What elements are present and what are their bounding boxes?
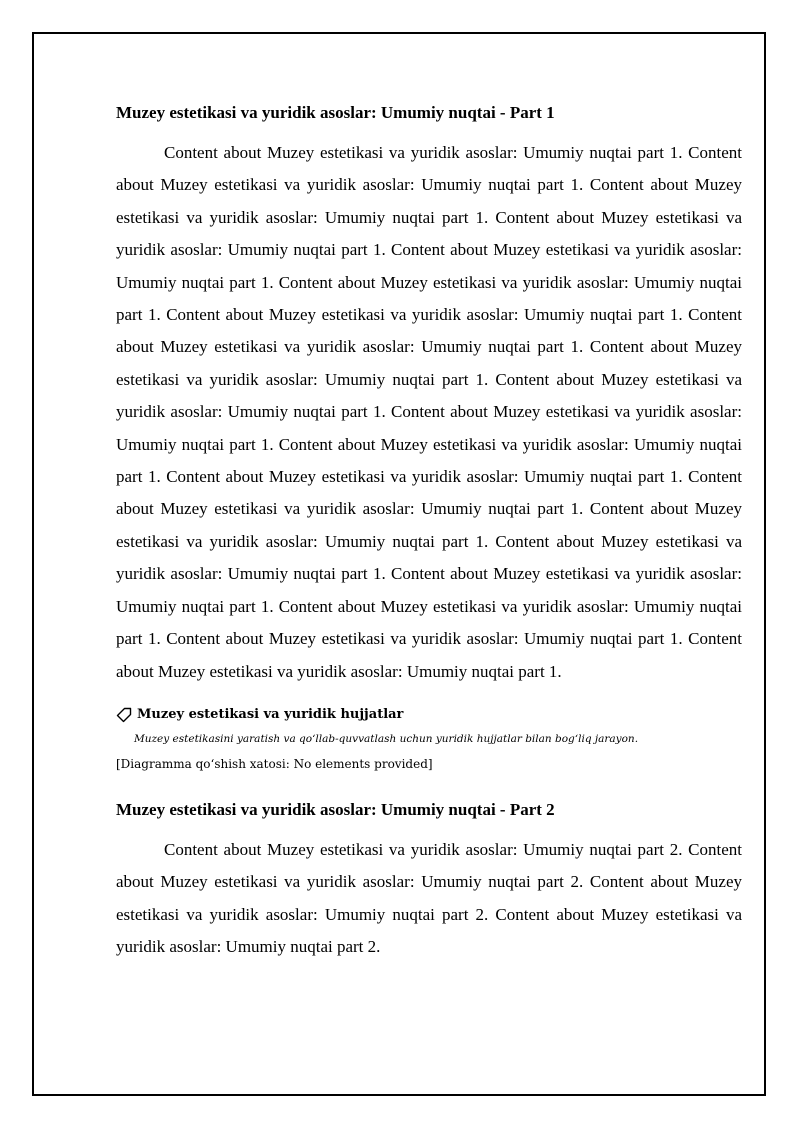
tag-icon — [116, 707, 132, 723]
body-paragraph-part-2: Content about Muzey estetikasi va yuridik asoslar: Umumiy nuqtai part 2. Content about Muzey estetikasi va yuridik asoslar: Umumiy nuqtai part 2. Content about Muzey estetikasi va yuridik asoslar: Umumiy nuqtai part 2. Content about Muzey estetikasi va yuridik asoslar: Umumiy nuqtai part 2. — [116, 839, 742, 957]
section-part-2 — [116, 799, 742, 964]
page — [32, 32, 766, 1096]
diagram-caption: Muzey estetikasini yaratish va qo‘llab-quvvatlash uchun yuridik hujjatlar bilan bog‘liq jarayon. — [134, 732, 639, 745]
diagram-block — [116, 706, 742, 772]
section-heading-part-1: Muzey estetikasi va yuridik asoslar: Umumiy nuqtai - Part 1 — [116, 103, 555, 122]
document-body — [116, 102, 742, 964]
diagram-title — [116, 706, 742, 724]
diagram-title-text: Muzey estetikasi va yuridik hujjatlar — [137, 706, 404, 722]
body-paragraph-part-1: Content about Muzey estetikasi va yuridik asoslar: Umumiy nuqtai part 1. Content about Muzey estetikasi va yuridik asoslar: Umumiy nuqtai part 1. Content about Muzey estetikasi va yuridik asoslar: Umumiy nuqtai part 1. Content about Muzey estetikasi va yuridik asoslar: Umumiy nuqtai part 1. Content about Muzey estetikasi va yuridik asoslar: Umumiy nuqtai part 1. Content about Muzey estetikasi va yuridik asoslar: Umumiy nuqtai part 1. Content about Muzey estetikasi va yuridik asoslar: Umumiy nuqtai part 1. Content about Muzey estetikasi va yuridik asoslar: Umumiy nuqtai part 1. Content about Muzey estetikasi va yuridik asoslar: Umumiy nuqtai part 1. Content about Muzey estetikasi va yuridik asoslar: Umumiy nuqtai part 1. Content about Muzey estetikasi va yuridik asoslar: Umumiy nuqtai part 1. Content about Muzey estetikasi va yuridik asoslar: Umumiy nuqtai part 1. Content about Muzey estetikasi va yuridik asoslar: Umumiy nuqtai part 1. Content about Muzey estetikasi va yuridik asoslar: Umumiy nuqtai part 1. Content about Muzey estetikasi va yuridik asoslar: Umumiy nuqtai part 1. Content about Muzey estetikasi va yuridik asoslar: Umumiy nuqtai part 1. Content about Muzey estetikasi va yuridik asoslar: Umumiy nuqtai part 1. Content about Muzey estetikasi va yuridik asoslar: Umumiy nuqtai part 1. Content about Muzey estetikasi va yuridik asoslar: Umumiy nuqtai part 1. Content about Muzey estetikasi va yuridik asoslar: Umumiy nuqtai part 1. — [116, 143, 742, 681]
section-heading-part-2: Muzey estetikasi va yuridik asoslar: Umumiy nuqtai - Part 2 — [116, 799, 555, 819]
diagram-error-message: [Diagramma qo‘shish xatosi: No elements provided] — [116, 756, 433, 771]
